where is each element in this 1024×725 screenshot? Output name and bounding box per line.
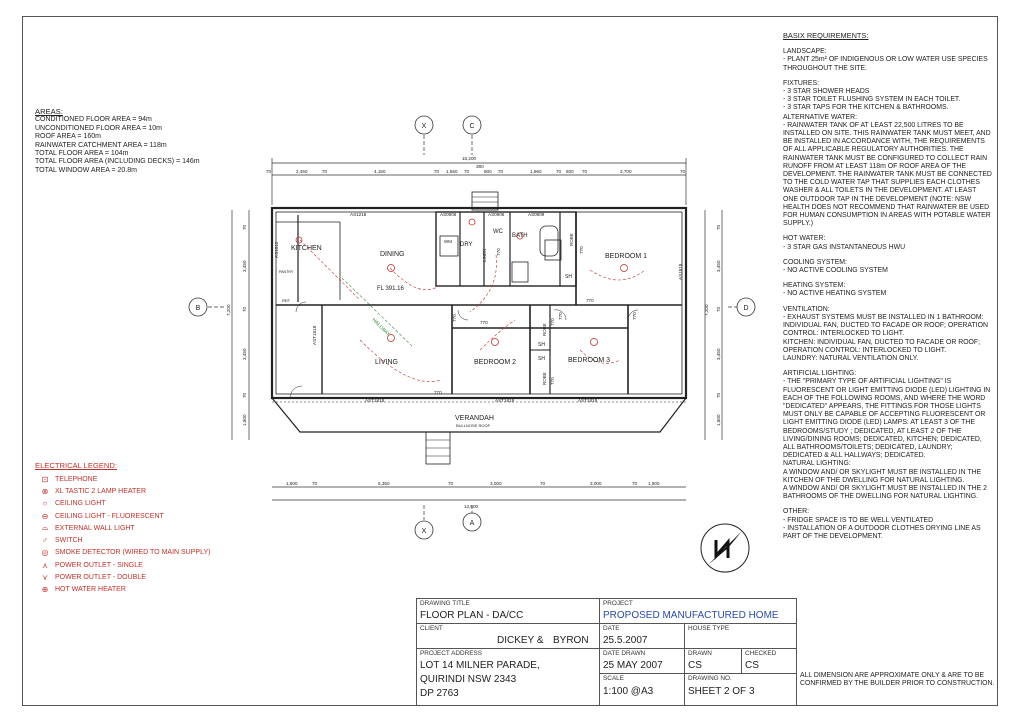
door-width: 770 — [480, 320, 488, 325]
dimension-value: 70 — [540, 481, 546, 486]
drawing-title-cell — [416, 598, 600, 624]
dimension-value: 3,450 — [242, 260, 247, 272]
power-outlet-double-icon: ⋎ — [42, 573, 48, 583]
room-label-wm: WM — [444, 239, 452, 244]
room-label-kitchen: KITCHEN — [291, 245, 322, 252]
dimension-total: 7,200 — [226, 304, 231, 316]
legend-label: CEILING LIGHT — [55, 500, 106, 508]
room-label-sh: SH — [538, 342, 545, 348]
dimension-value: 70 — [266, 169, 272, 174]
date-cell — [599, 623, 685, 649]
room-label-dry: DRY — [460, 242, 473, 248]
basix-text: - RAINWATER TANK OF AT LEAST 22,500 LITRES TO BE INSTALLED ON SITE. THIS RAINWATER TANK MUST MEET, AND BE INSTALLED IN ACCORDANCE WITH, THE REQUIREMENTS OF ALL APPLICABLE REGULATORY AUTHORITIES. THE RAINWATER TANK MUST BE CONFIGURED TO COLLECT RAIN RUNOFF FROM AT LEAST 118m OF ROOF AREA OF THE DEVELOPMENT. THE RAINWATER TANK MUST BE CONNECTED TO THE COLD WATER TAP THAT SUPPLIES EACH CLOTHES WASHER & ALL TOILETS IN THE DEVELOPMENT. AT LEAST ONE OUTDOOR TAP IN THE DEVELOPMENT (NOTE: NSW HEALTH DOES NOT RECOMMEND THAT RAINWATER BE USED FOR HUMAN CONSUMPTION IN AREAS WITH POTABLE WATER SUPPLY.) — [783, 121, 992, 228]
ceiling-light-icon — [388, 265, 395, 272]
dimension-value: 70 — [312, 481, 318, 486]
ceiling-light-icon — [296, 237, 302, 243]
fluorescent-light-icon: ⊖ — [41, 511, 49, 521]
date-drawn-cell — [599, 648, 685, 674]
scale-cell — [599, 673, 685, 706]
basix-heading: VENTILATION: — [783, 305, 830, 313]
areas-line: RAINWATER CATCHMENT AREA = 118m — [35, 141, 167, 149]
heater-icon: ⊗ — [41, 486, 49, 496]
dimension-value: 70 — [242, 392, 247, 398]
areas-line: CONDITIONED FLOOR AREA = 94m — [35, 116, 152, 124]
dimension-value: 70 — [716, 306, 721, 312]
room-label-ref: REF — [282, 298, 290, 303]
dimension-value: 900 — [484, 169, 492, 174]
door-width: 770 — [496, 248, 501, 256]
north-arrow-icon — [701, 524, 749, 572]
dimension-total: 16,200 — [462, 156, 477, 161]
door-width: 770 — [434, 390, 442, 395]
grid-label: X — [421, 528, 427, 535]
dimension-value: 70 — [434, 169, 440, 174]
verandah-subtitle: BULLNOSE ROOF — [456, 423, 491, 428]
client-cell — [416, 623, 600, 649]
field-label: SCALE — [603, 675, 624, 682]
basix-text: - EXHAUST SYSTEMS MUST BE INSTALLED IN 1 BATHROOM: INDIVIDUAL FAN, DUCTED TO FACADE OR ROOF; OPERATION CONTROL: INTERLOCKED TO LIGHT. KITCHEN: INDIVIDUAL FAN, DUCTED TO FACADE OR ROOF; OPERATION CONTROL: INTERLOCKED TO LIGHT. LAUNDRY: NATURAL VENTILATION ONLY. — [783, 313, 988, 362]
dimension-total: 12,600 — [464, 504, 479, 509]
legend-label: TELEPHONE — [55, 475, 98, 483]
client-name: DICKEY & — [497, 635, 544, 646]
room-label-robe: ROBE — [542, 323, 547, 336]
window-tag: AST1818 — [365, 398, 385, 403]
house-type-cell — [684, 623, 797, 649]
field-label: HOUSE TYPE — [688, 625, 730, 632]
dimension-value: 3,450 — [716, 348, 721, 360]
room-label-linen: LINEN — [482, 248, 487, 262]
door-width: 770 — [550, 377, 555, 385]
wall-light-icon: ⌓ — [41, 523, 49, 533]
basix-text: - 3 STAR GAS INSTANTANEOUS HWU — [783, 243, 906, 251]
address-cell — [416, 648, 600, 706]
legend-label: POWER OUTLET - DOUBLE — [55, 574, 146, 582]
basix-text: - NO ACTIVE COOLING SYSTEM — [783, 267, 888, 275]
scale-value: 1:100 @A3 — [603, 686, 654, 697]
room-label-bedroom3: BEDROOM 3 — [568, 357, 611, 364]
legend-label: EXTERNAL WALL LIGHT — [55, 524, 135, 532]
drawing-number-cell — [684, 673, 797, 706]
room-label-pantry: PANTRY — [279, 270, 294, 274]
dimension-value: 70 — [556, 169, 562, 174]
field-label: DRAWING NO. — [688, 675, 732, 682]
top-dimensions — [266, 156, 686, 174]
window-tag: AST1818 — [495, 398, 515, 403]
date-drawn-value: 25 MAY 2007 — [603, 660, 663, 671]
dimension-value: 1,800 — [648, 481, 660, 486]
hot-water-heater-icon: ⊕ — [41, 585, 49, 595]
client-name: BYRON — [553, 635, 589, 646]
window-tag: AS1218 — [350, 212, 367, 217]
room-label-bedroom2: BEDROOM 2 — [474, 359, 517, 366]
basix-text: - THE "PRIMARY TYPE OF ARTIFICIAL LIGHTING" IS FLUORESCENT OR LIGHT EMITTING DIODE (LED) LIGHTING IN EACH OF THE FOLLOWING ROOMS, AND WHERE THE WORD "DEDICATED" APPEARS, THE FITTINGS FOR THOSE LIGHTS MUST ONLY BE CAPABLE OF ACCEPTING FLUORESCENT OR LIGHT EMITTING DIODE (LED) LAMPS: AT LEAST 3 OF THE BEDROOMS/STUDY ; DEDICATED, AT LEAST 2 OF THE LIVING/DINING ROOMS; DEDICATED, KITCHEN; DEDICATED, ALL BATHROOMS/TOILETS; DEDICATED, LAUNDRY; DEDICATED & ALL HALLWAYS; DEDICATED. NATURAL LIGHTING: A WINDOW AND/ OR SKYLIGHT MUST BE INSTALLED IN THE KITCHEN OF THE DWELLING FOR NATURAL LIGHTING. A WINDOW AND/ OR SKYLIGHT MUST BE INSTALLED IN THE 2 BATHROOMS OF THE DWELLING FOR NATURAL LIGHTING. — [783, 378, 991, 501]
power-outlet-single-icon: ⋏ — [42, 560, 48, 570]
ceiling-light-icon — [621, 265, 628, 272]
dimension-value: 70 — [242, 306, 247, 312]
legend-label: CEILING LIGHT - FLUORESCENT — [55, 512, 164, 520]
grid-label: C — [469, 123, 475, 130]
dimension-value: 1,800 — [286, 481, 298, 486]
room-label-bath: BATH — [512, 233, 528, 239]
ceiling-light-icon — [591, 339, 598, 346]
dimension-value: 1,960 — [530, 169, 542, 174]
legend-label: SMOKE DETECTOR (WIRED TO MAIN SUPPLY) — [55, 549, 211, 557]
dimension-value: 1,550 — [446, 169, 458, 174]
bath-tub — [540, 226, 558, 256]
dimension-value: 70 — [242, 224, 247, 230]
room-label-dining: DINING — [380, 251, 405, 258]
dimension-value: 3,450 — [242, 348, 247, 360]
ceiling-light-icon — [492, 339, 499, 346]
telephone-icon: ⊡ — [41, 474, 49, 484]
room-label-wc: WC — [493, 229, 503, 235]
dimension-value: 2,450 — [296, 169, 308, 174]
basix-title: BASIX REQUIREMENTS: — [783, 31, 869, 40]
project-cell — [599, 598, 797, 624]
basix-text: - 3 STAR SHOWER HEADS - 3 STAR TOILET FLUSHING SYSTEM IN EACH TOILET. - 3 STAR TAPS FOR THE KITCHEN & BATHROOMS. — [783, 88, 961, 112]
window-tag: AST1818 — [312, 325, 317, 345]
grid-label: A — [469, 520, 475, 527]
door-width: 770 — [586, 298, 594, 303]
address-line: DP 2763 — [420, 688, 459, 699]
basix-text: - PLANT 25m² OF INDIGENOUS OR LOW WATER USE SPECIES THROUGHOUT THE SITE. — [783, 56, 988, 72]
dimension-note: ALL DIMENSION ARE APPROXIMATE ONLY & ARE TO BE CONFIRMED BY THE BUILDER PRIOR TO CONSTRUCTION. — [800, 672, 995, 688]
ceiling-light-icon — [388, 335, 395, 342]
basix-heading: ARTIFICIAL LIGHTING: — [783, 370, 857, 378]
dimension-value: 70 — [498, 169, 504, 174]
areas-line: TOTAL FLOOR AREA = 104m — [35, 150, 129, 158]
drawn-cell — [684, 648, 742, 674]
dimension-value: 70 — [322, 169, 328, 174]
dimension-value: 70 — [680, 169, 686, 174]
dimension-value: 380 — [476, 164, 484, 169]
title-block — [416, 598, 998, 706]
basix-heading: LANDSCAPE: — [783, 48, 827, 56]
switch-icon: ♂ — [42, 536, 48, 546]
grid-label: D — [743, 305, 749, 312]
window-tag: AS0906 — [488, 212, 505, 217]
door-width: 770 — [550, 318, 555, 326]
window-tag: AS1818 — [678, 263, 683, 280]
date-value: 25.5.2007 — [603, 635, 648, 646]
dimension-value: 1,800 — [716, 414, 721, 426]
field-label: CLIENT — [420, 625, 443, 632]
areas-line: ROOF AREA = 160m — [35, 133, 101, 141]
address-line: QUIRINDI NSW 2343 — [420, 674, 517, 685]
room-label-living: LIVING — [375, 359, 398, 366]
window-tag: AS0909 — [528, 212, 545, 217]
legend-title: ELECTRICAL LEGEND: — [35, 461, 118, 470]
areas-line: TOTAL WINDOW AREA = 20.8m — [35, 166, 137, 174]
field-label: CHECKED — [745, 650, 777, 657]
door-width: 770 — [558, 312, 563, 320]
field-label: DATE DRAWN — [603, 650, 646, 657]
dimension-value: 1,800 — [242, 414, 247, 426]
smoke-detector-icon: ◎ — [41, 548, 49, 558]
legend-label: XL TASTIC 2 LAMP HEATER — [55, 487, 147, 495]
ceiling-light-icon: ○ — [42, 499, 48, 509]
areas-line: TOTAL FLOOR AREA (INCLUDING DECKS) = 146m — [35, 158, 200, 166]
bottom-dimensions — [286, 481, 660, 509]
window-tag: AS0906 — [440, 212, 457, 217]
drawn-value: CS — [688, 660, 702, 671]
floor-level: FL 391.16 — [377, 286, 404, 292]
field-label: PROJECT ADDRESS — [420, 650, 483, 657]
basix-heading: FIXTURES: — [783, 79, 819, 87]
dimension-value: 70 — [632, 481, 638, 486]
field-label: DRAWN — [688, 650, 712, 657]
legend-label: HOT WATER HEATER — [55, 586, 126, 594]
window-tag: AST1818 — [578, 398, 598, 403]
dimension-value: 600 — [566, 169, 574, 174]
basix-text: - FRIDGE SPACE IS TO BE WELL VENTILATED - INSTALLATION OF A OUTDOOR CLOTHES DRYING LINE AS PART OF THE DEVELOPMENT. — [783, 516, 981, 540]
basix-heading: OTHER: — [783, 508, 810, 516]
ceiling-light-icon — [469, 219, 475, 225]
field-label: PROJECT — [603, 600, 633, 607]
drawing-title: FLOOR PLAN - DA/CC — [420, 610, 524, 621]
room-label-robe: ROBE — [542, 372, 547, 385]
address-line: LOT 14 MILNER PARADE, — [420, 660, 540, 671]
room-label-sh: SH — [538, 356, 545, 362]
dimension-value: 70 — [448, 481, 454, 486]
dimension-value: 70 — [716, 224, 721, 230]
field-label: DATE — [603, 625, 620, 632]
basix-heading: HOT WATER: — [783, 235, 826, 243]
room-label-sh: SH — [565, 274, 572, 280]
checked-value: CS — [745, 660, 759, 671]
checked-cell — [741, 648, 797, 674]
dimension-value: 4,150 — [374, 169, 386, 174]
dimension-value: 3,000 — [590, 481, 602, 486]
room-label-bedroom1: BEDROOM 1 — [605, 253, 648, 260]
dimension-value: 70 — [582, 169, 588, 174]
dimension-value: 5,350 — [378, 481, 390, 486]
dimension-value: 70 — [464, 169, 470, 174]
room-label-verandah: VERANDAH — [455, 415, 494, 422]
grid-label: X — [421, 123, 427, 130]
dimension-total: 7,200 — [704, 304, 709, 316]
basix-heading: COOLING SYSTEM: — [783, 258, 847, 266]
areas-title: AREAS: — [35, 107, 63, 116]
areas-line: UNCONDITIONED FLOOR AREA = 10m — [35, 124, 162, 132]
house-outline — [272, 208, 686, 398]
window-tag: AS1012 — [274, 241, 279, 258]
room-label-robe: ROBE — [569, 233, 574, 246]
basix-text: - NO ACTIVE HEATING SYSTEM — [783, 290, 887, 298]
hallway-label: HALLWAY — [370, 317, 392, 338]
basix-heading: HEATING SYSTEM: — [783, 282, 846, 290]
wet-area — [436, 212, 576, 286]
dimension-value: 3,700 — [620, 169, 632, 174]
basix-heading: ALTERNATIVE WATER: — [783, 113, 858, 121]
dimension-value: 70 — [716, 392, 721, 398]
field-label: DRAWING TITLE — [420, 600, 470, 607]
project-name: PROPOSED MANUFACTURED HOME — [603, 610, 779, 621]
legend-label: POWER OUTLET - SINGLE — [55, 561, 143, 569]
legend-label: SWITCH — [55, 537, 83, 545]
grid-label: B — [195, 305, 201, 312]
drawing-number: SHEET 2 OF 3 — [688, 686, 755, 697]
door-width: 770 — [632, 312, 637, 320]
door-width: 770 — [452, 314, 457, 322]
door-width: 770 — [579, 246, 584, 254]
dimension-value: 3,000 — [490, 481, 502, 486]
dimension-value: 3,450 — [716, 260, 721, 272]
